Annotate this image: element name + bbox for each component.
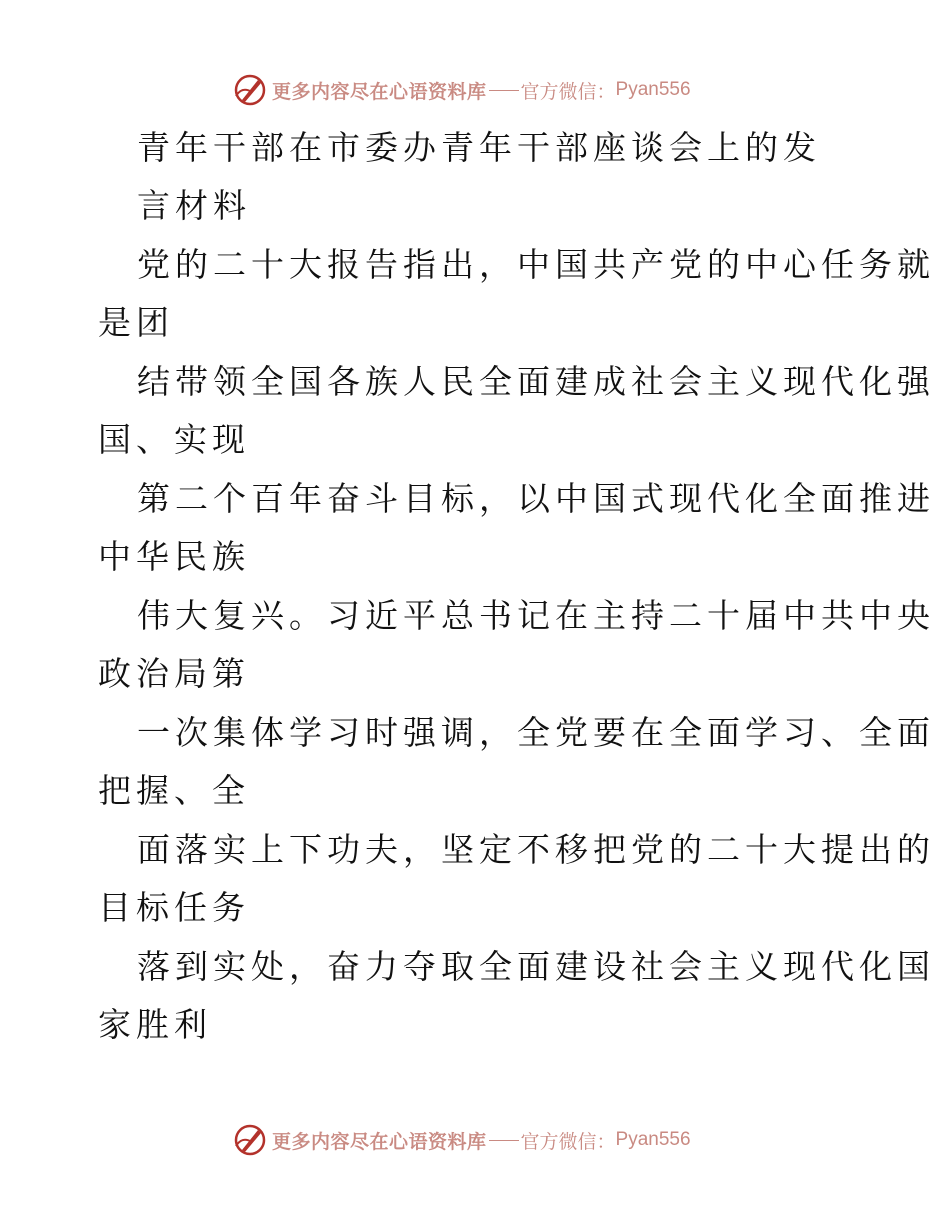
paragraph-line: 政治局第 [98,654,250,693]
paragraph-line: 家胜利 [98,1005,212,1044]
watermark-text: 更多内容尽在心语资料库 [272,1130,487,1153]
watermark-dash [489,1140,519,1141]
pen-logo-icon [232,1122,268,1158]
paragraph-line: 党的二十大报告指出，中国共产党的中心任务就 [137,245,935,284]
document-title-line-1: 青年干部在市委办青年干部座谈会上的发 [137,128,821,167]
watermark-official: 官方微信： [520,1130,616,1153]
paragraph-line: 中华民族 [98,537,250,576]
watermark-account: Pyan556 [615,1129,691,1150]
paragraph-line: 国、实现 [98,420,250,459]
header-watermark [232,70,691,110]
paragraph-line: 目标任务 [98,888,250,927]
paragraph-line: 面落实上下功夫，坚定不移把党的二十大提出的 [137,830,935,869]
paragraph-line: 结带领全国各族人民全面建成社会主义现代化强 [137,362,935,401]
paragraph-line: 把握、全 [98,771,250,810]
watermark-text: 更多内容尽在心语资料库 [272,80,487,103]
watermark-account: Pyan556 [615,79,691,100]
watermark-dash [489,90,519,91]
pen-logo-icon [232,72,268,108]
document-title-line-2: 言材料 [137,186,251,225]
paragraph-line: 伟大复兴。习近平总书记在主持二十届中共中央 [137,596,935,635]
paragraph-line: 一次集体学习时强调，全党要在全面学习、全面 [137,713,935,752]
watermark-official: 官方微信： [520,80,616,103]
paragraph-line: 第二个百年奋斗目标，以中国式现代化全面推进 [137,479,935,518]
paragraph-line: 落到实处，奋力夺取全面建设社会主义现代化国 [137,947,935,986]
footer-watermark [232,1120,691,1160]
paragraph-line: 是团 [98,303,174,342]
